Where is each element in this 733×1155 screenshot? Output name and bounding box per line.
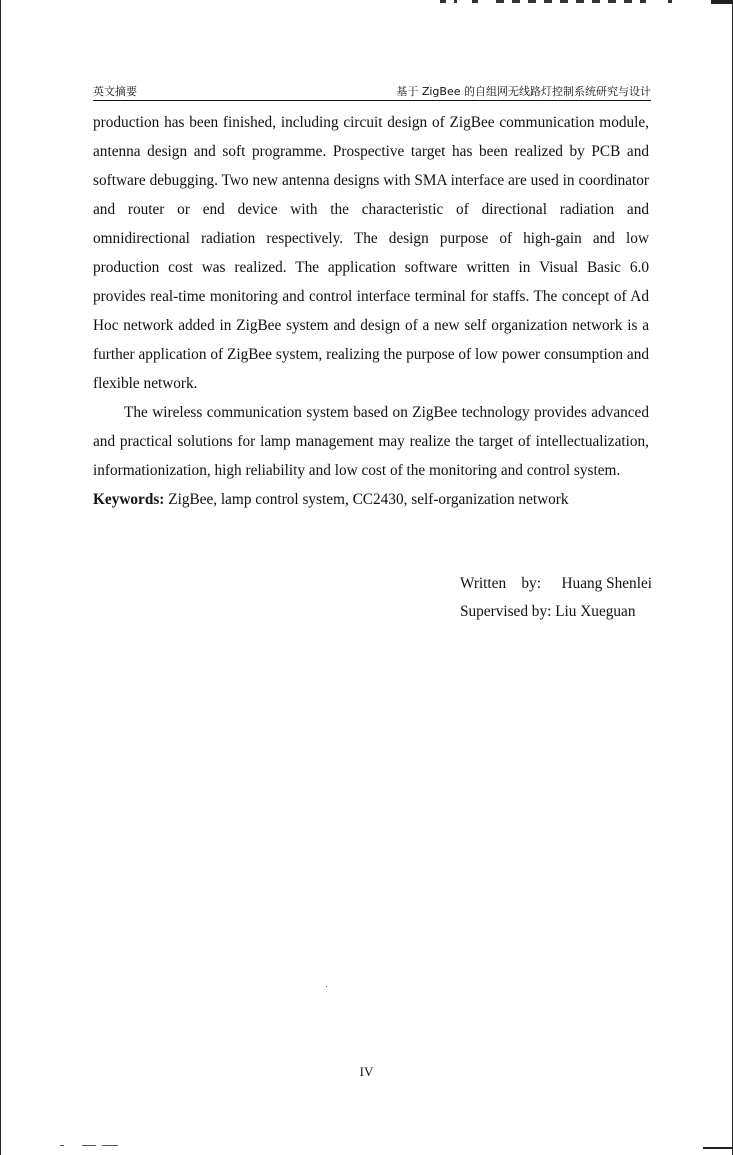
supervised-by-row <box>460 598 652 626</box>
keywords-text: ZigBee, lamp control system, CC2430, self-organization network <box>168 491 569 508</box>
scan-edge-left <box>0 0 1 1155</box>
written-by-label: Written by: <box>460 575 541 592</box>
running-header <box>93 84 651 100</box>
abstract-paragraph-1: production has been finished, including circuit design of ZigBee communication module, antenna design and soft programme. Prospective target has been realized by PCB and software debugging. Two new antenna designs with SMA interface are used in coordinator and router or end device with the characteristic of directional radiation and omnidirectional radiation respectively. The design purpose of high-gain and low production cost was realized. The application software written in Visual Basic 6.0 provides real-time monitoring and control interface terminal for staffs. The concept of Ad Hoc network added in ZigBee system and design of a new self organization network is a further application of ZigBee system, realizing the purpose of low power consumption and flexible network. <box>93 114 649 392</box>
scan-mark-bottom-right <box>703 1147 733 1149</box>
scan-marks-bottom <box>60 1145 130 1147</box>
scan-speck <box>326 986 327 987</box>
header-thesis-title: 基于 ZigBee 的自组网无线路灯控制系统研究与设计 <box>396 85 651 98</box>
scan-marks-top <box>440 0 733 4</box>
abstract-body <box>93 108 649 485</box>
written-by-row <box>460 570 652 598</box>
abstract-paragraph-2: The wireless communication system based on ZigBee technology provides advanced and practical solutions for lamp management may realize the target of intellectualization, informationization, high reliability and low cost of the monitoring and control system. <box>93 404 649 479</box>
keywords-line <box>93 485 649 514</box>
header-section-title: 英文摘要 <box>93 85 137 98</box>
header-rule <box>93 100 651 101</box>
keywords-label: Keywords: <box>93 491 165 508</box>
supervisor-name: Liu Xueguan <box>555 603 636 620</box>
author-name: Huang Shenlei <box>561 575 652 592</box>
signature-block <box>460 570 652 626</box>
page-number: IV <box>359 1064 374 1079</box>
supervised-by-label: Supervised by: <box>460 603 552 620</box>
